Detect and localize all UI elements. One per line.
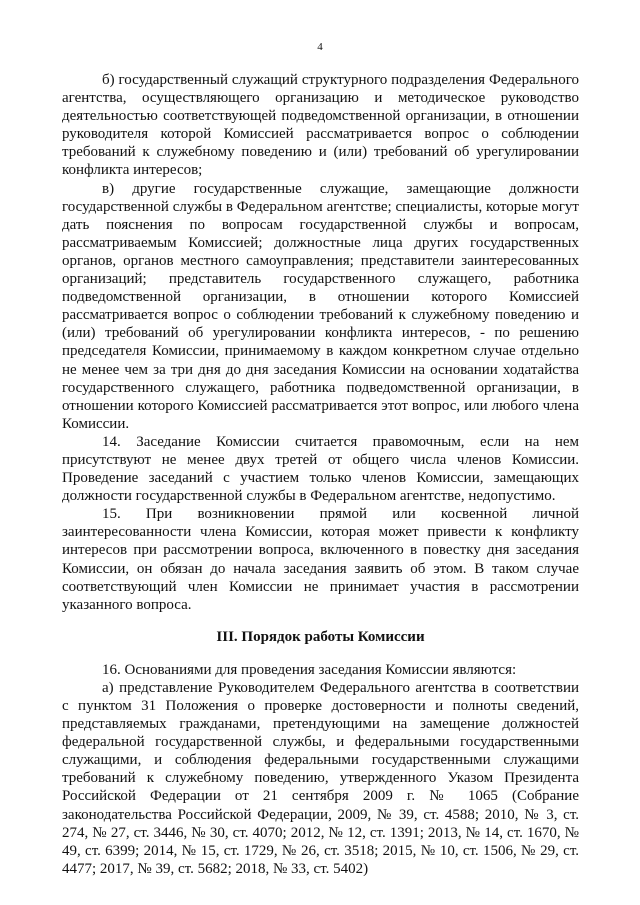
- paragraph-13b: б) государственный служащий структурного подразделения Федерального агентства, осуществляющего организацию и методическое руководство деятельностью соответствующей подведомственной организации, в отношении руководителя которой Комиссией рассматривается вопрос о соблюдении требований к служебному поведению и (или) требований об урегулировании конфликта интересов;: [62, 72, 579, 179]
- page-number: 4: [317, 41, 323, 53]
- paragraph-14: 14. Заседание Комиссии считается правомочным, если на нем присутствуют не менее двух третей от общего числа членов Комиссии. Проведение заседаний с участием только членов Комиссии, замещающих должности государственной службы в Федеральном агентстве, недопустимо.: [62, 433, 579, 505]
- paragraph-16a: а) представление Руководителем Федерального агентства в соответствии с пунктом 31 Положения о проверке достоверности и полноты сведений, представляемых гражданами, претендующими на замещение должностей федеральной государственной службы, и федеральными государственными служащими, и соблюдения федеральными государственными служащими требований к служебному поведению, утвержденного Указом Президента Российской Федерации от 21 сентября 2009 г. № 1065 (Собрание законодательства Российской Федерации, 2009, № 39, ст. 4588; 2010, № 3, ст. 274, № 27, ст. 3446, № 30, ст. 4070; 2012, № 12, ст. 1391; 2013, № 14, ст. 1670, № 49, ст. 6399; 2014, № 15, ст. 1729, № 26, ст. 3518; 2015, № 10, ст. 1506, № 29, ст. 4477; 2017, № 39, ст. 5682; 2018, № 33, ст. 5402): [62, 679, 579, 877]
- paragraph-15: 15. При возникновении прямой или косвенной личной заинтересованности члена Комиссии, которая может привести к конфликту интересов при рассмотрении вопроса, включенного в повестку дня заседания Комиссии, он обязан до начала заседания заявить об этом. В таком случае соответствующий член Комиссии не принимает участия в рассмотрении указанного вопроса.: [62, 506, 579, 613]
- section-heading: III. Порядок работы Комиссии: [216, 628, 425, 645]
- paragraph-13v: в) другие государственные служащие, замещающие должности государственной службы в Федеральном агентстве; специалисты, которые могут дать пояснения по вопросам государственной службы и вопросам, рассматриваемым Комиссией; должностные лица других государственных органов, органов местного самоуправления; представители заинтересованных организаций; представитель государственного служащего, работника подведомственной организации, в отношении которого Комиссией рассматривается вопрос о соблюдении требований к служебному поведению и (или) требований об урегулировании конфликта интересов, - по решению председателя Комиссии, принимаемому в каждом конкретном случае отдельно не менее чем за три дня до дня заседания Комиссии на основании ходатайства государственного служащего, работника подведомственной организации, в отношении которого Комиссией рассматривается этот вопрос, или любого члена Комиссии.: [62, 180, 579, 432]
- paragraph-16: 16. Основаниями для проведения заседания Комиссии являются:: [102, 661, 517, 678]
- document-body: [62, 71, 579, 878]
